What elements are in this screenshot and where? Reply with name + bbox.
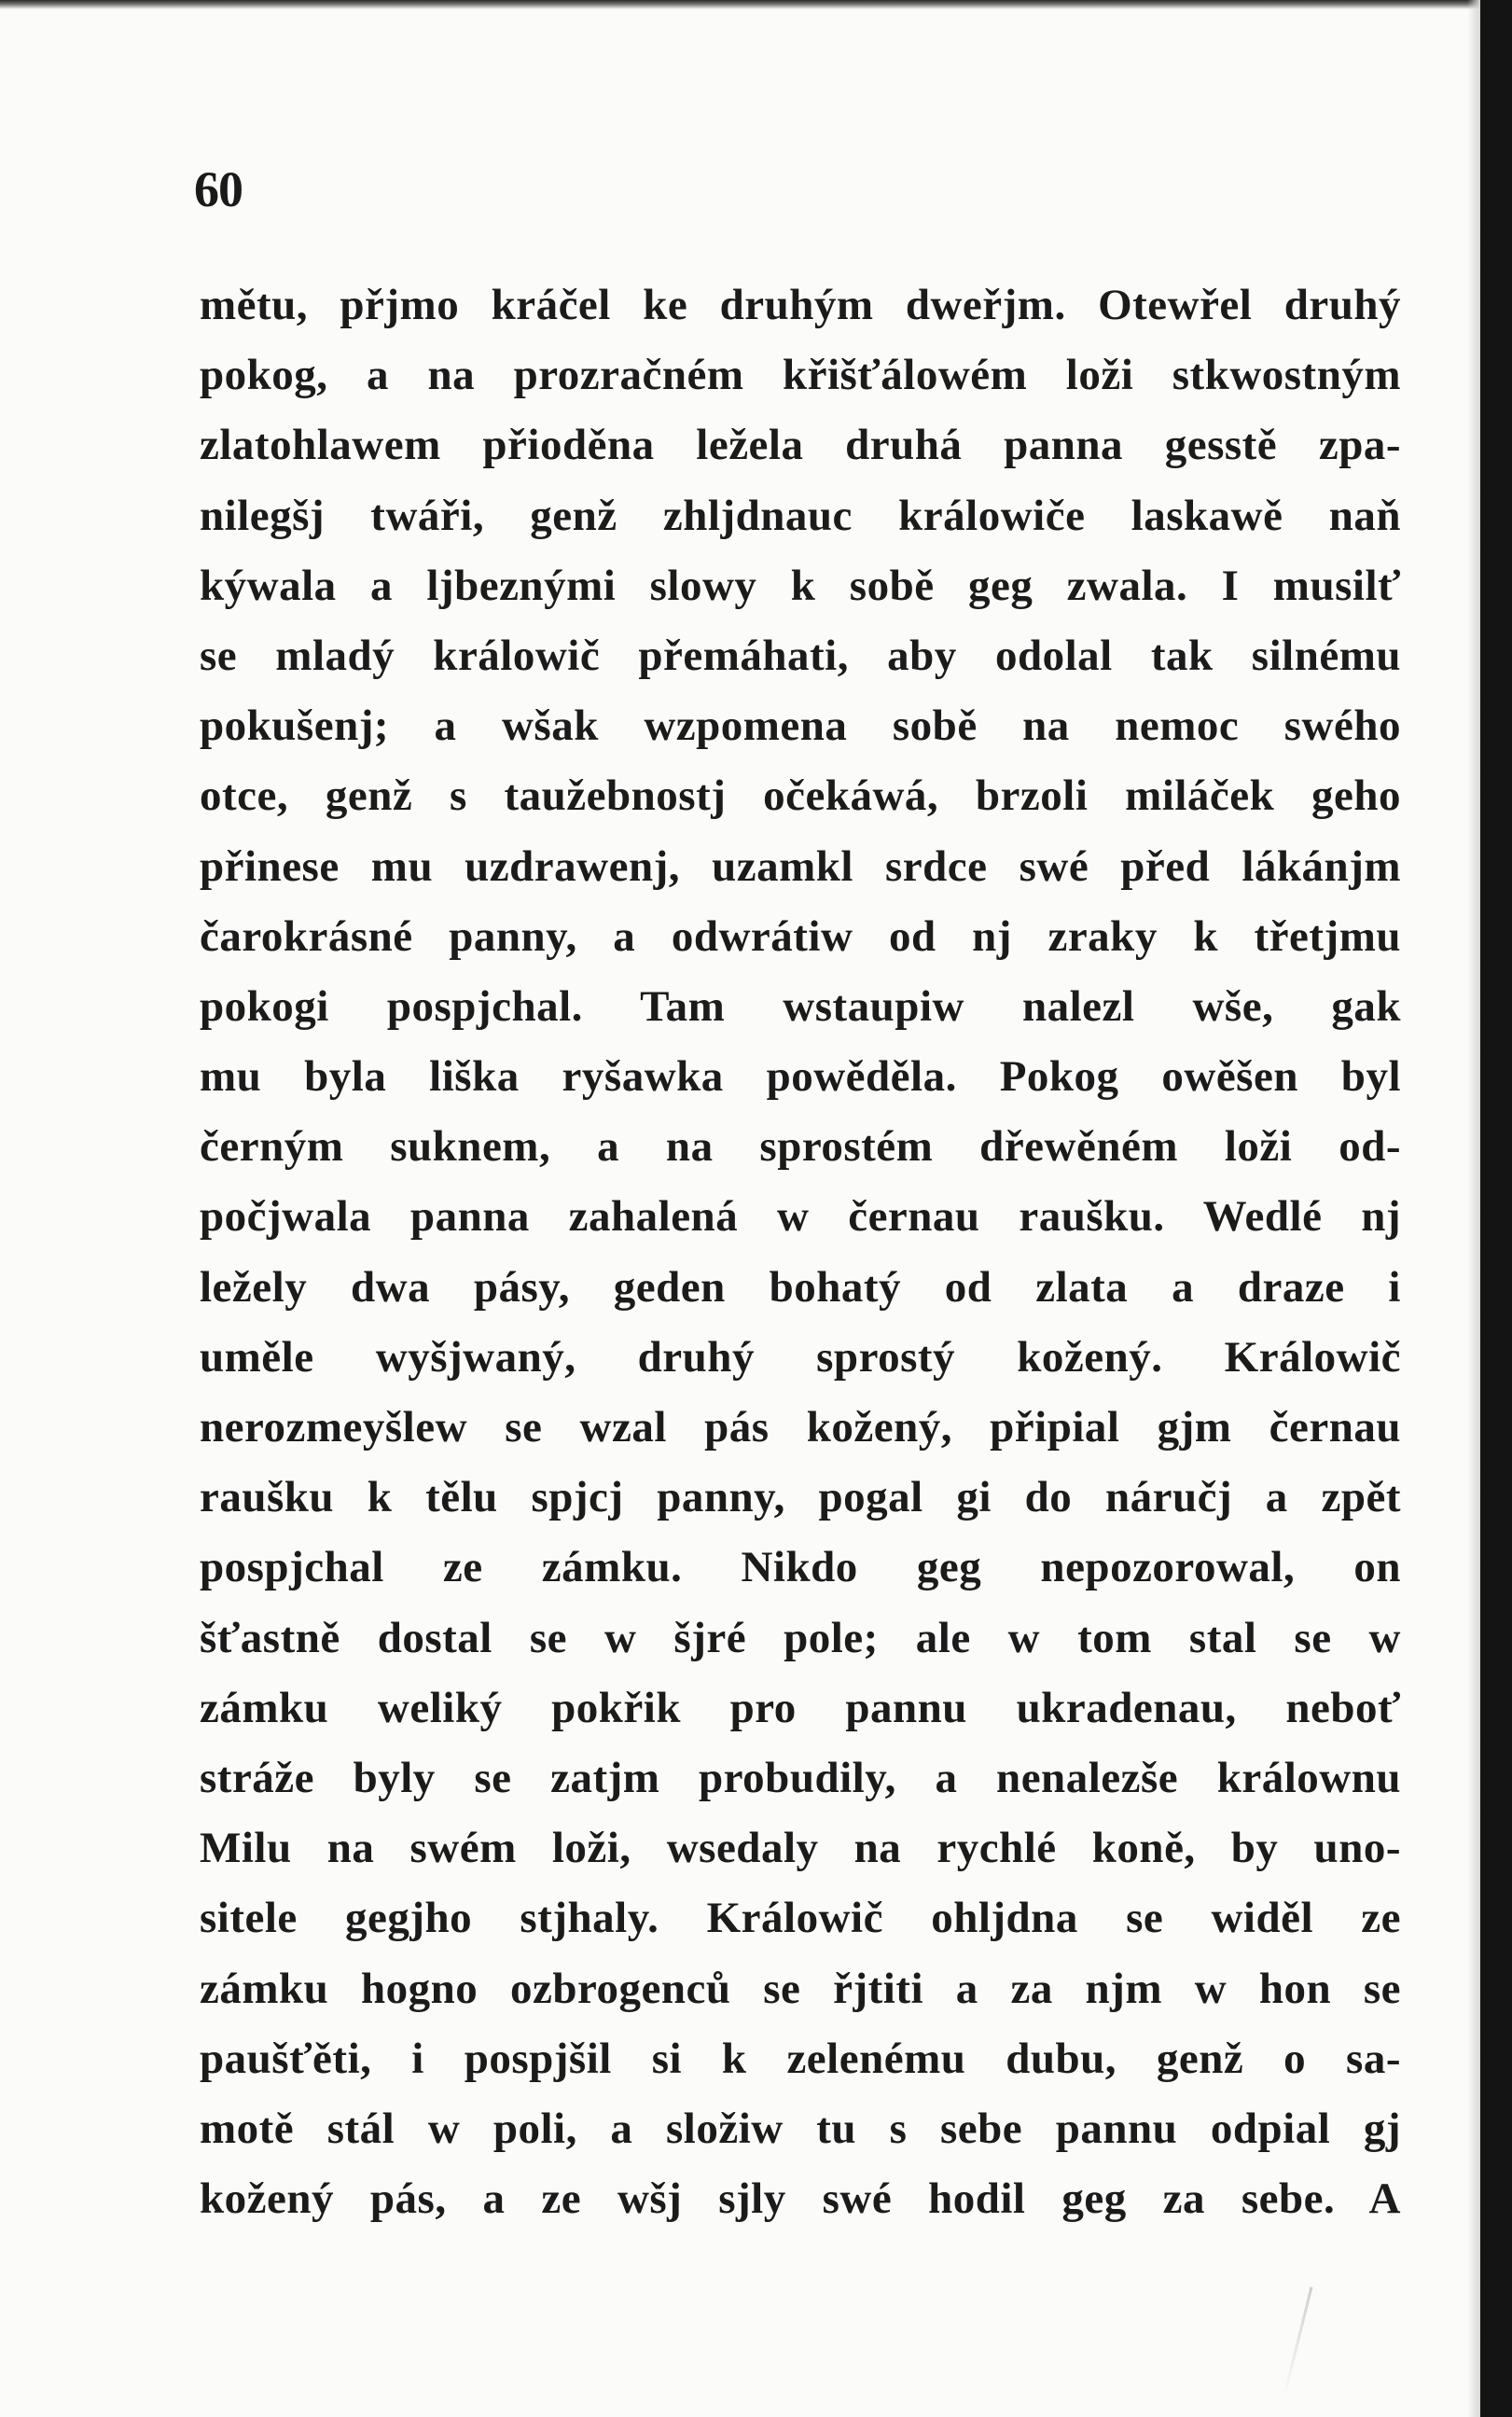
text-line: otce, genž s taužebnostj očekáwá, brzoli miláček geho — [200, 771, 1401, 821]
page-number: 60 — [194, 161, 243, 217]
text-line: zámku hogno ozbrogenců se řjtiti a za njm w hon se — [200, 1964, 1401, 2013]
text-line: čarokrásné panny, a odwrátiw od nj zraky k třetjmu — [200, 911, 1401, 961]
text-line: uměle wyšjwaný, druhý sprostý kožený. Králowič — [200, 1332, 1401, 1382]
text-line: kýwala a ljbeznými slowy k sobě geg zwala. I musilť — [200, 561, 1401, 610]
text-line: počjwala panna zahalená w černau raušku. Wedlé nj — [200, 1192, 1401, 1242]
text-line: přinese mu uzdrawenj, uzamkl srdce swé před lákánjm — [200, 841, 1401, 891]
scan-top-edge — [0, 0, 1512, 9]
scan-right-border — [1480, 0, 1512, 2417]
paper-crease-mark — [1283, 2286, 1313, 2396]
text-line: sitele gegjho stjhaly. Králowič ohljdna se widěl ze — [200, 1894, 1401, 1943]
text-line: motě stál w poli, a složiw tu s sebe pannu odpial gj — [200, 2104, 1401, 2153]
text-line: černým suknem, a na sprostém dřewěném loži od- — [200, 1122, 1401, 1172]
text-line: pokušenj; a wšak wzpomena sobě na nemoc swého — [200, 701, 1401, 751]
text-line: stráže byly se zatjm probudily, a nenalezše králownu — [200, 1753, 1401, 1802]
text-line: nerozmeyšlew se wzal pás kožený, připial gjm černau — [200, 1403, 1401, 1452]
text-line: nilegšj twáři, genž zhljdnauc králowiče laskawě naň — [200, 491, 1401, 540]
text-line: šťastně dostal se w šjré pole; ale w tom stal se w — [200, 1613, 1401, 1662]
text-line: pokog, a na prozračném křišťálowém loži stkwostným — [200, 351, 1401, 400]
text-line: pospjchal ze zámku. Nikdo geg nepozorowal, on — [200, 1543, 1401, 1592]
text-line: zámku weliký pokřik pro pannu ukradenau, neboť — [200, 1683, 1401, 1732]
text-line: raušku k tělu spjcj panny, pogal gi do náručj a zpět — [200, 1473, 1401, 1522]
page-gutter-shadow — [1467, 0, 1480, 2417]
text-line: se mladý králowič přemáhati, aby odolal tak silnému — [200, 631, 1401, 680]
text-line: mu byla liška ryšawka powěděla. Pokog owěšen byl — [200, 1052, 1401, 1102]
text-line: Milu na swém loži, wsedaly na rychlé koně, by uno- — [200, 1824, 1401, 1873]
text-line: mětu, přjmo kráčel ke druhým dweřjm. Otewřel druhý — [200, 281, 1401, 329]
text-line: kožený pás, a ze wšj sjly swé hodil geg za sebe. A — [200, 2174, 1401, 2224]
text-line: paušťěti, i pospjšil si k zelenému dubu, genž o sa- — [200, 2034, 1401, 2083]
body-text — [200, 271, 1401, 2234]
text-line: zlatohlawem přioděna ležela druhá panna gesstě zpa- — [200, 421, 1401, 470]
text-line: ležely dwa pásy, geden bohatý od zlata a draze i — [200, 1262, 1401, 1312]
text-line: pokogi pospjchal. Tam wstaupiw nalezl wše, gak — [200, 981, 1401, 1031]
